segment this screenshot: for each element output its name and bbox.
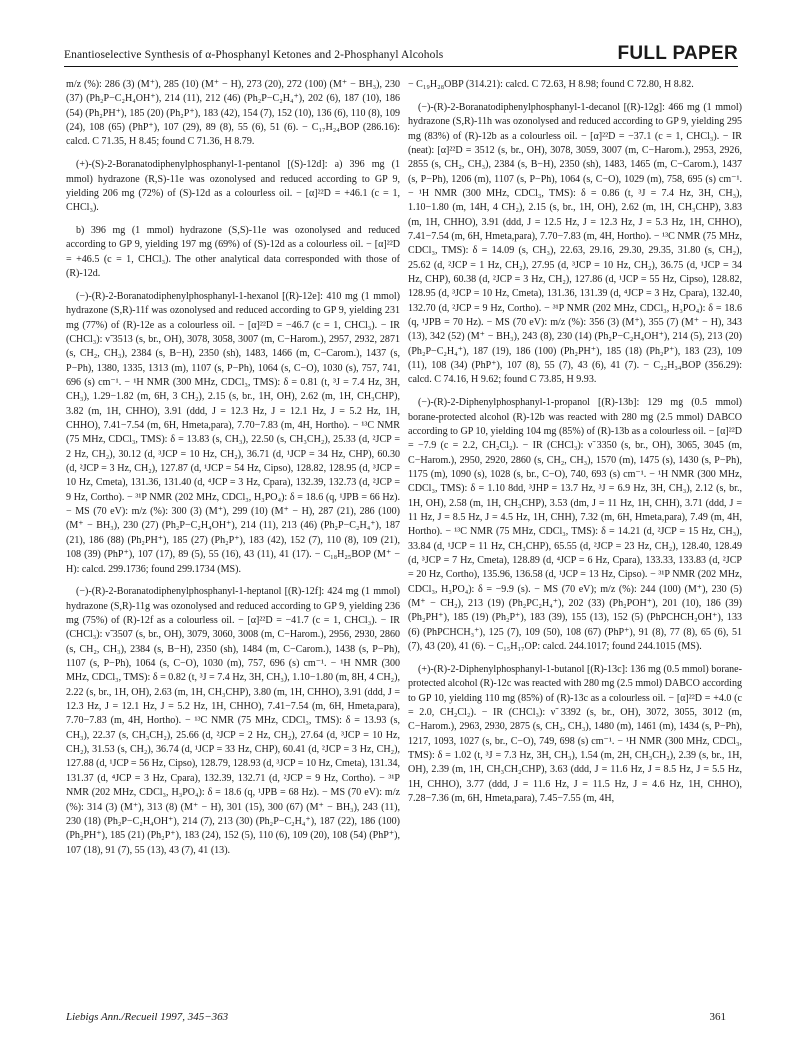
paragraph-compound-12e: (−)-(R)-2-Boranatodiphenylphosphanyl-1-hexanol [(R)-12e]: 410 mg (1 mmol) hydrazone (S,R)-11f was ozonolysed and reduced according to GP 9, yielding 231 mg (77%) of (R)-12e as a colourless oil. − [α]²²D = −46.7 (c = 1, CHCl₃). − IR (CHCl₃): ν̃ 3513 (s, br., OH), 3078, 3058, 3007 (m, C−Harom.), 2957, 2932, 2871 (s, CH₂, CH₃), 2384 (s, B−H), 2350 (sh), 1483, 1466 (m, C−Carom.), 1437 (s, P−Ph), 1380, 1335, 1313 (m), 1107 (s, P−Ph), 1064 (s, C−O), 1030 (s), 757, 741, 696 (s) cm⁻¹. − ¹H NMR (300 MHz, CDCl₃, TMS): δ = 0.81 (t, ³J = 7.4 Hz, 3H, CH₃), 1.29−1.82 (m, 6H, 3 CH₂), 2.15 (s, br., 1H, OH), 2.62 (m, 1H, CH₃CHP), 3.82 (m, 1H, CHHO), 3.91 (ddd, J = 12.3 Hz, J = 12.1 Hz, J = 5.2 Hz, 1H, CHHO), 7.41−7.54 (m, 6H, Hmeta,para), 7.70−7.83 (m, 4H, Hortho). − ¹³C NMR (75 MHz, CDCl₃, TMS): δ = 13.83 (s, CH₃), 22.50 (s, CH₃CH₂), 25.33 (d, ²JCP = 2 Hz, CH₂), 30.12 (d, ³JCP = 10 Hz, CH₂), 36.71 (d, ¹JCP = 34 Hz, CHP), 60.30 (d, ²JCP = 3 Hz, CH₂), 127.87 (d, ¹JCP = 54 Hz, Cipso), 128.82, 128.95 (d, ³JCP = 10 Hz, Cmeta), 131.36, 131.40 (d, ⁴JCP = 3 Hz, Cpara), 132.39, 132.73 (d, ²JCP = 9 Hz, Cortho). − ³¹P NMR (202 MHz, CDCl₃, H₃PO₄): δ = 18.6 (q, ¹JPB = 66 Hz). − MS (70 eV): m/z (%): 300 (3) (M⁺), 299 (10) (M⁺ − H), 287 (21), 286 (100) (M⁺ − BH₃), 230 (27) (Ph₂P−C₂H₄OH⁺), 214 (11), 213 (46) (Ph₂P−C₂H₄⁺), 187 (21), 186 (88) (Ph₂PH⁺), 185 (27) (Ph₂P⁺), 183 (42), 152 (7), 110 (8), 109 (21), 108 (39) (PhP⁺), 107 (17), 89 (5), 55 (16), 43 (11), 41 (17). − C₁₈H₂₅BOP (M⁺ − H): calcd. 299.1736; found 299.1734 (MS).	[66, 290, 400, 575]
running-header	[64, 36, 738, 67]
paragraph-ms-continued: m/z (%): 286 (3) (M⁺), 285 (10) (M⁺ − H), 273 (20), 272 (100) (M⁺ − BH₃), 230 (37) (Ph₂P−C₂H₄OH⁺), 214 (11), 212 (46) (Ph₂P−C₂H₄⁺), 202 (6), 187 (10), 186 (54) (Ph₂PH⁺), 185 (20) (Ph₂P⁺), 183 (42), 154 (7), 152 (10), 136 (6), 110 (8), 109 (24), 108 (65) (PhP⁺), 107 (29), 89 (8), 55 (6), 51 (6). − C₁₇H₂₄BOP (286.16): calcd. C 71.35, H 8.45; found C 71.36, H 8.79.	[66, 79, 400, 148]
paragraph-analysis-continued: − C₁₉H₂₈OBP (314.21): calcd. C 72.63, H 8.98; found C 72.80, H 8.82.	[408, 79, 694, 90]
paragraph-compound-12d-b: b) 396 mg (1 mmol) hydrazone (S,S)-11e was ozonolysed and reduced according to GP 9, yielding 197 mg (69%) of (S)-12d as a colourless oil. − [α]²²D = +46.5 (c = 1, CHCl₃). The other analytical data corresponded with those of (R)-12d.	[66, 225, 400, 280]
journal-citation: Liebigs Ann./Recueil 1997, 345−363	[66, 1011, 229, 1023]
left-column	[66, 78, 400, 866]
running-title: Enantioselective Synthesis of α-Phosphanyl Ketones and 2-Phosphanyl Alcohols	[64, 49, 444, 61]
page-number: 361	[709, 1011, 726, 1023]
paragraph-compound-13c: (+)-(R)-2-Diphenylphosphanyl-1-butanol [(R)-13c]: 136 mg (0.5 mmol) borane-protected alcohol (R)-12c was reacted with 280 mg (2.5 mmol) DABCO according to GP 10, yielding 110 mg (85%) of (R)-13c as a colourless oil. − [α]²²D = +4.0 (c = 2.0, CH₂Cl₂). − IR (CHCl₃): ν̃ 3392 (s, br., OH), 3072, 3055, 3012 (m, C−Harom.), 2963, 2930, 2875 (s, CH₂, CH₃), 1480 (m), 1461 (m), 1434 (s, P−Ph), 1217, 1093, 1027 (s, br., C−O), 749, 698 (s) cm⁻¹. − ¹H NMR (300 MHz, CDCl₃, TMS): δ = 1.02 (t, ³J = 7.3 Hz, 3H, CH₃), 1.54 (m, 2H, CH₃CH₂), 2.39 (s, br., 1H, OH), 2.39 (m, 1H, CH₃CH₂CHP), 3.63 (ddd, J = 11.6 Hz, J = 8.5 Hz, J = 5.5 Hz, 1H, CHHO), 3.77 (ddd, J = 11.6 Hz, J = 11.5 Hz, J = 4.6 Hz, 1H, CHHO), 7.28−7.36 (m, 6H, Hmeta,para), 7.45−7.55 (m, 4H,	[408, 663, 742, 804]
section-badge: FULL PAPER	[617, 43, 738, 64]
paragraph-compound-12g: (−)-(R)-2-Boranatodiphenylphosphanyl-1-decanol [(R)-12g]: 466 mg (1 mmol) hydrazone (S,R)-11h was ozonolysed and reduced according to GP 9, yielding 295 mg (83%) of (R)-12b as a colourless oil. − [α]²²D = −37.1 (c = 1, CHCl₃). − IR (neat): [α]²²D = 3512 (s, br., OH), 3078, 3059, 3007 (m, C−Harom.), 2953, 2926, 2855 (s, CH₂, CH₃), 2384 (s, B−H), 2350 (sh), 1483, 1465 (m, C−Carom.), 1437 (s, P−Ph), 1206 (m), 1107 (s, P−Ph), 1064 (s, C−O), 1029 (m), 758, 695 (s) cm⁻¹. − ¹H NMR (300 MHz, CDCl₃, TMS): δ = 0.86 (t, ³J = 7.4 Hz, 3H, CH₃), 1.10−1.80 (m, 14H, 4 CH₂), 2.15 (s, br., 1H, OH), 2.62 (m, 1H, CH₃CHP), 3.83 (m, 1H, CHHO), 3.91 (ddd, J = 12.5 Hz, J = 12.3 Hz, J = 5.3 Hz, 1H, CHHO), 7.41−7.54 (m, 6H, Hmeta,para), 7.70−7.83 (m, 4H, Hortho). − ¹³C NMR (75 MHz, CDCl₃, TMS): δ = 14.09 (s, CH₃), 22.63, 29.16, 29.30, 29.35, 31.80 (s, CH₂), 25.62 (d, ²JCP = 1 Hz, CH₂), 27.95 (d, ³JCP = 10 Hz, CH₂), 36.75 (d, ¹JCP = 34 Hz, CHP), 60.38 (d, ²JCP = 3 Hz, CH₂), 127.86 (d, ¹JCP = 55 Hz, Cipso), 128.82, 128.95 (d, ³JCP = 10 Hz, Cmeta), 131.36, 131.39 (d, ⁴JCP = 3 Hz, Cpara), 132.40, 132.70 (d, ²JCP = 9 Hz, Cortho). − ³¹P NMR (202 MHz, CDCl₃, H₃PO₄): δ = 18.6 (q, ¹JPB = 70 Hz). − MS (70 eV): m/z (%): 356 (3) (M⁺), 355 (7) (M⁺ − H), 343 (13), 342 (52) (M⁺ − BH₃), 243 (8), 230 (14) (Ph₂P−C₂H₄OH⁺), 214 (5), 213 (20) (Ph₂P−C₂H₄⁺), 187 (19), 186 (100) (Ph₂PH⁺), 185 (18) (Ph₂P⁺), 183 (23), 109 (11), 108 (34) (PhP⁺), 107 (8), 55 (7), 43 (6), 41 (7). − C₂₂H₃₄BOP (356.29): calcd. C 74.16, H 9.62; found C 73.85, H 9.93.	[408, 101, 742, 386]
paragraph-compound-13b: (−)-(R)-2-Diphenylphosphanyl-1-propanol [(R)-13b]: 129 mg (0.5 mmol) borane-protected alcohol (R)-12b was reacted with 280 mg (2.5 mmol) DABCO according to GP 10, yielding 104 mg (85%) of (R)-13b as a colourless oil. − [α]²²D = −7.9 (c = 2.2, CH₂Cl₂). − IR (CHCl₃): ν̃ 3350 (s, br., OH), 3065, 3045 (m, C−Harom.), 2950, 2920, 2860 (s, CH₂, CH₃), 1570 (m), 1475 (s), 1430 (s, P−Ph), 1175 (m), 1090 (s), 1028 (s, br., C−O), 740, 693 (s) cm⁻¹. − ¹H NMR (300 MHz, CDCl₃, TMS): δ = 1.10 8dd, ³JHP = 13.7 Hz, ³J = 6.9 Hz, 3H, CH₃), 2.12 (s, br., 1H, OH), 2.58 (m, 1H, CH₃CHP), 3.53 (dm, J = 11 Hz, 1H, CHH), 3.71 (ddd, J = 11 Hz, J = 8.5 Hz, J = 4.5 Hz, 1H, CHH), 7.32 (m, 6H, Hmeta,para), 7.49 (m, 4H, Hortho). − ¹³C NMR (75 MHz, CDCl₃, TMS): δ = 14.21 (d, ²JCP = 15 Hz, CH₃), 33.84 (d, ¹JCP = 11 Hz, CH₃CHP), 65.55 (d, ²JCP = 23 Hz, CH₂), 128.40, 128.49 (d, ³JCP = 7 Hz, Cmeta), 128.89 (d, ⁴JCP = 6 Hz, Cpara), 133.33, 133.83 (d, ²JCP = 20 Hz, Cortho), 135.96, 136.58 (d, ¹JCP = 13 Hz, Cipso). − ³¹P NMR (202 MHz, CDCl₃, H₃PO₄): δ = −9.9 (s). − MS (70 eV); m/z (%): 244 (100) (M⁺), 230 (5) (M⁺ − CH₂), 213 (19) (Ph₂PC₂H₄⁺), 202 (33) (Ph₂POH⁺), 201 (10), 186 (39) (Ph₂PH⁺), 185 (19) (Ph₂P⁺), 183 (39), 155 (13), 152 (5) (PhPCHCH₂OH⁺), 133 (6) (PhPCHCH₃⁺), 125 (7), 109 (50), 108 (67) (PhP⁺), 91 (8), 77 (8), 65 (6), 51 (7), 43 (20), 41 (6). − C₁₅H₁₇OP: calcd. 244.1017; found 244.1015 (MS).	[408, 397, 742, 653]
paragraph-compound-12f: (−)-(R)-2-Boranatodiphenylphosphanyl-1-heptanol [(R)-12f]: 424 mg (1 mmol) hydrazone (S,R)-11g was ozonolysed and reduced according to GP 9, yielding 236 mg (75%) of (R)-12f as a colourless oil. − [α]²²D = −41.7 (c = 1, CHCl₃). − IR (CHCl₃): ν̃ 3507 (s, br., OH), 3079, 3060, 3008 (m, C−Harom.), 2956, 2930, 2860 (s, CH₂, CH₃), 2384 (s, B−H), 2350 (sh), 1484 (m, C−Carom.), 1438 (s, P−Ph), 1107 (s, P−Ph), 1064 (s, C−O), 1030 (m), 757, 696 (s) cm⁻¹. − ¹H NMR (300 MHz, CDCl₃, TMS): δ = 0.82 (t, ³J = 7.4 Hz, 3H, CH₃), 1.10−1.80 (m, 8H, 4 CH₂), 2.22 (s, br., 1H, OH), 2.63 (m, 1H, CH₃CHP), 3.80 (m, 1H, CHHO), 3.91 (ddd, J = 12.3 Hz, J = 12.1 Hz, J = 5.2 Hz, 1H, CHHO), 7.41−7.54 (m, 6H, Hmeta,para), 7.70−7.83 (m, 4H, Hortho). − ¹³C NMR (75 MHz, CDCl₃, TMS): δ = 13.93 (s, CH₃), 22.37 (s, CH₃CH₂), 25.66 (d, ²JCP = 2 Hz, CH₂), 27.64 (d, ³JCP = 10 Hz, CH₂), 31.53 (s, CH₂), 36.74 (d, ¹JCP = 33 Hz, CHP), 60.41 (d, ²JCP = 3 Hz, CH₂), 127.88 (d, ¹JCP = 56 Hz, Cipso), 128.79, 128.93 (d, ³JCP = 10 Hz, Cmeta), 131.34, 131.37 (d, ⁴JCP = 3 Hz, Cpara), 132.39, 132.71 (d, ²JCP = 9 Hz, Cortho). − ³¹P NMR (202 MHz, CDCl₃, H₃PO₄): δ = 18.6 (q, ¹JPB = 68 Hz). − MS (70 eV): m/z (%): 314 (3) (M⁺), 313 (8) (M⁺ − H), 301 (15), 300 (67) (M⁺ − BH₃), 243 (11), 230 (18) (Ph₂P−C₂H₄OH⁺), 214 (7), 213 (30) (Ph₂P−C₂H₄⁺), 187 (22), 186 (100) (Ph₂PH⁺), 185 (21) (Ph₂P⁺), 183 (24), 152 (5), 110 (6), 109 (20), 108 (54) (PhP⁺), 107 (18), 91 (7), 55 (13), 43 (7), 41 (13).	[66, 586, 400, 856]
right-column	[408, 78, 742, 815]
paragraph-compound-12d: (+)-(S)-2-Boranatodiphenylphosphanyl-1-pentanol [(S)-12d]: a) 396 mg (1 mmol) hydrazone (R,S)-11e was ozonolysed and reduced according to GP 9, yielding 206 mg (72%) of (S)-12d as a colourless oil. − [α]²²D = +46.1 (c = 1, CHCl₃).	[66, 159, 400, 214]
